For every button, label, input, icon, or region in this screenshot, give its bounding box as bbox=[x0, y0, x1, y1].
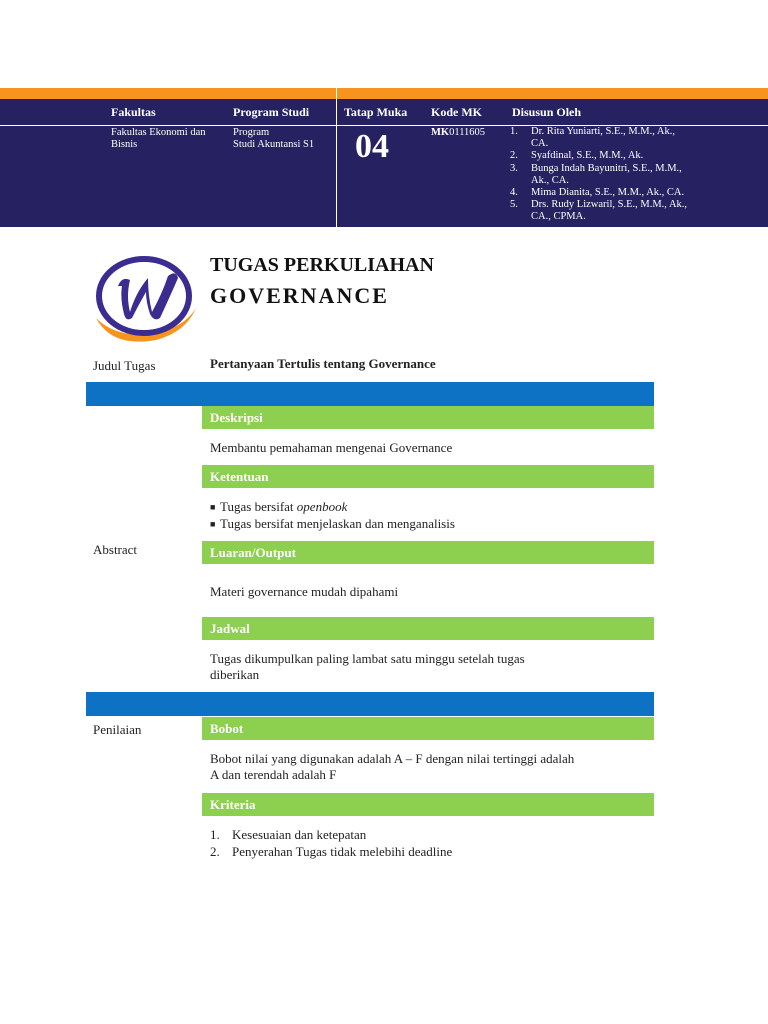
header-column-divider bbox=[336, 88, 337, 227]
bullet-icon: ■ bbox=[210, 502, 216, 512]
jadwal-line1: Tugas dikumpulkan paling lambat satu minggu setelah tugas bbox=[210, 651, 525, 666]
author-name: Syafdinal, S.E., M.M., Ak. bbox=[531, 150, 644, 162]
document-title: TUGAS PERKULIAHAN bbox=[210, 254, 434, 276]
header-col-program-studi: Program Studi bbox=[233, 105, 310, 119]
bobot-line2: A dan terendah adalah F bbox=[210, 767, 337, 782]
bobot-line1: Bobot nilai yang digunakan adalah A – F dengan nilai tertinggi adalah bbox=[210, 751, 575, 766]
author-num: 3. bbox=[510, 162, 518, 174]
deskripsi-text: Membantu pemahaman mengenai Governance bbox=[210, 440, 453, 455]
ketentuan-item bbox=[210, 516, 455, 532]
author-num: 1. bbox=[510, 126, 518, 137]
header-col-fakultas: Fakultas bbox=[111, 105, 156, 119]
ketentuan-heading: Ketentuan bbox=[202, 465, 654, 488]
fakultas-line1: Fakultas Ekonomi dan bbox=[111, 127, 206, 138]
author-name-cont: CA. bbox=[531, 138, 549, 150]
header-col-kode-mk: Kode MK bbox=[431, 105, 482, 119]
fakultas-value bbox=[111, 127, 206, 151]
author-num: 2. bbox=[510, 150, 518, 162]
ketentuan-item-text: Tugas bersifat menjelaskan dan menganalisis bbox=[220, 516, 455, 531]
ketentuan-item-italic: openbook bbox=[296, 499, 348, 514]
prodi-line1: Program bbox=[233, 127, 270, 138]
kode-number: 0111605 bbox=[449, 127, 486, 138]
kode-prefix: MK bbox=[431, 127, 450, 138]
author-name: Drs. Rudy Lizwaril, S.E., M.M., Ak., bbox=[531, 199, 688, 211]
kriteria-item bbox=[210, 843, 452, 860]
author-name: Dr. Rita Yuniarti, S.E., M.M., Ak., bbox=[531, 126, 675, 137]
author-item bbox=[510, 126, 715, 150]
deskripsi-heading: Deskripsi bbox=[202, 406, 654, 429]
bullet-icon: ■ bbox=[210, 519, 216, 529]
abstract-label: Abstract bbox=[93, 542, 138, 557]
author-name-cont: CA., CPMA. bbox=[531, 211, 586, 223]
header-col-disusun-oleh: Disusun Oleh bbox=[512, 105, 582, 119]
jadwal-text bbox=[210, 651, 650, 683]
section-divider-penilaian bbox=[86, 692, 654, 716]
author-num: 5. bbox=[510, 199, 518, 211]
kriteria-text: Penyerahan Tugas tidak melebihi deadline bbox=[232, 844, 453, 859]
jadwal-line2: diberikan bbox=[210, 667, 260, 682]
author-item bbox=[510, 163, 715, 187]
author-name-cont: Ak., CA. bbox=[531, 174, 569, 186]
ketentuan-item bbox=[210, 499, 347, 515]
author-item bbox=[510, 150, 715, 162]
judul-tugas-value: Pertanyaan Tertulis tentang Governance bbox=[210, 356, 436, 371]
author-name: Bunga Indah Bayunitri, S.E., M.M., bbox=[531, 162, 682, 174]
header-col-tatap-muka: Tatap Muka bbox=[344, 105, 408, 119]
kriteria-num: 2. bbox=[210, 844, 220, 859]
document-subtitle: GOVERNANCE bbox=[210, 283, 389, 308]
tatap-muka-value: 04 bbox=[355, 128, 389, 165]
kriteria-heading: Kriteria bbox=[202, 793, 654, 816]
ketentuan-item-text: Tugas bersifat bbox=[220, 499, 297, 514]
kode-mk-value bbox=[431, 127, 485, 139]
university-logo bbox=[92, 252, 198, 346]
header-orange-stripe bbox=[0, 88, 768, 99]
prodi-line2: Studi Akuntansi S1 bbox=[233, 139, 315, 150]
luaran-text: Materi governance mudah dipahami bbox=[210, 584, 399, 599]
luaran-heading: Luaran/Output bbox=[202, 541, 654, 564]
author-item bbox=[510, 187, 715, 199]
penilaian-label: Penilaian bbox=[93, 722, 142, 737]
bobot-text bbox=[210, 751, 650, 783]
author-item bbox=[510, 199, 715, 223]
kriteria-num: 1. bbox=[210, 827, 220, 842]
authors-list bbox=[510, 126, 715, 224]
kriteria-text: Kesesuaian dan ketepatan bbox=[232, 827, 367, 842]
author-num: 4. bbox=[510, 187, 518, 199]
bobot-heading: Bobot bbox=[202, 717, 654, 740]
fakultas-line2: Bisnis bbox=[111, 139, 138, 150]
judul-tugas-label: Judul Tugas bbox=[93, 358, 156, 373]
program-studi-value bbox=[233, 127, 314, 151]
jadwal-heading: Jadwal bbox=[202, 617, 654, 640]
kriteria-item bbox=[210, 826, 366, 843]
author-name: Mima Dianita, S.E., M.M., Ak., CA. bbox=[531, 187, 685, 199]
section-divider-abstract bbox=[86, 382, 654, 406]
